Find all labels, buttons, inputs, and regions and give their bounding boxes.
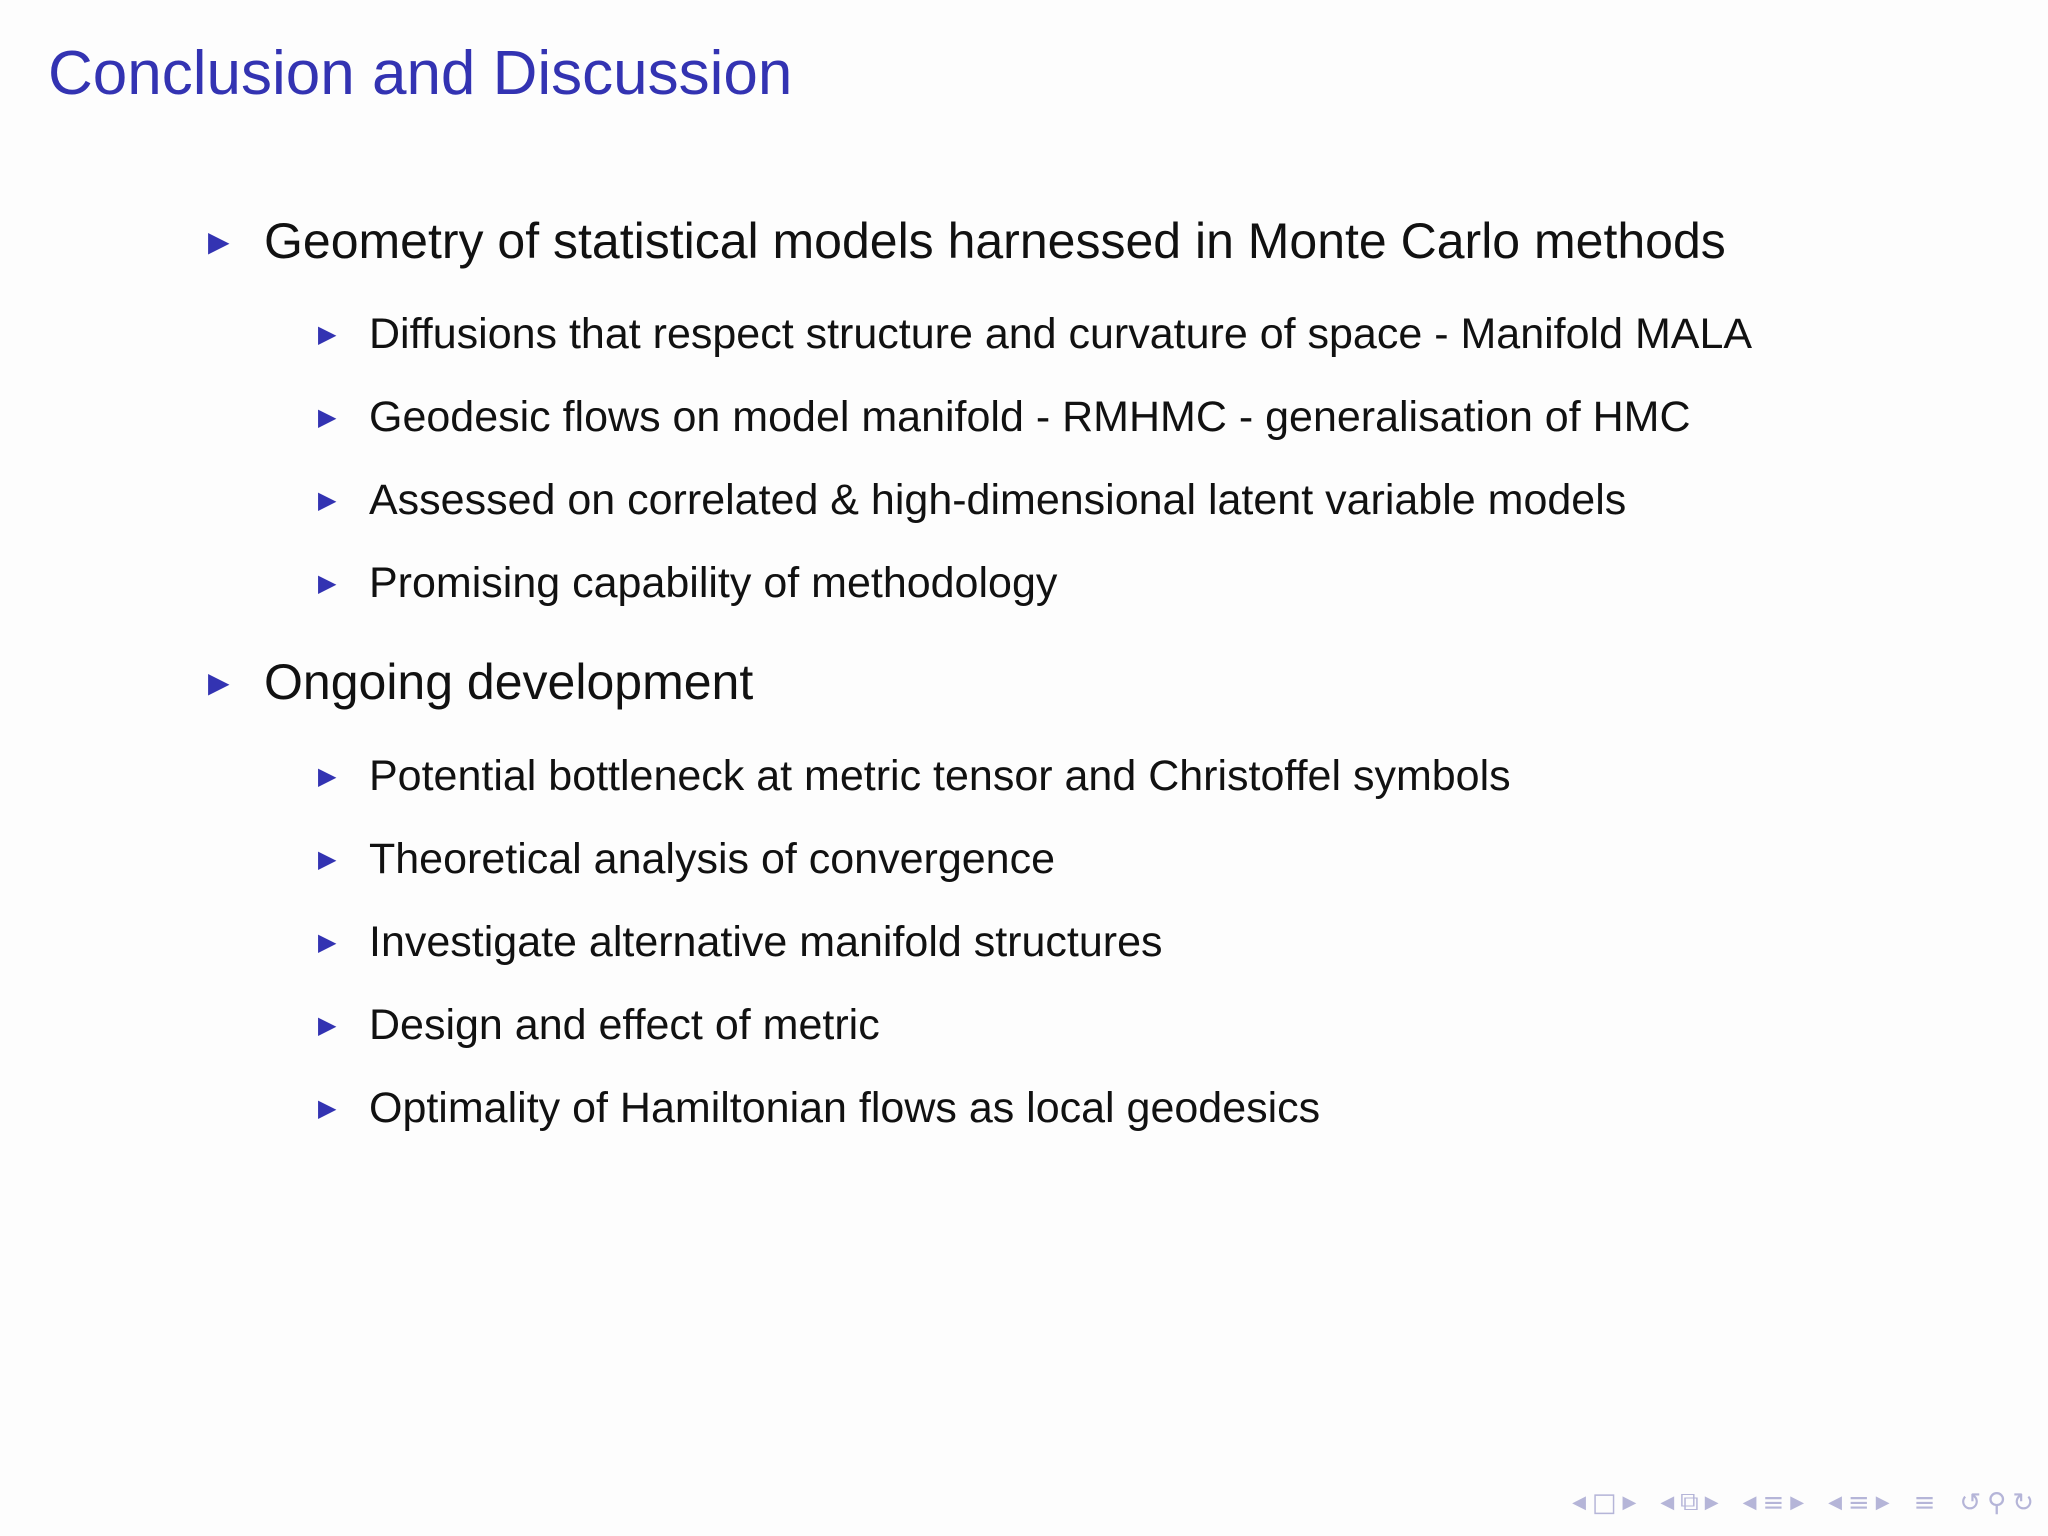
triangle-bullet-icon: ▶ (318, 1095, 337, 1122)
triangle-bullet-icon: ▶ (318, 1012, 337, 1039)
prev-section-icon[interactable]: ◀ (1742, 1492, 1757, 1513)
sub-bullet-text: Geodesic flows on model manifold - RMHMC - generalisation of HMC (369, 393, 1691, 441)
bullet-text: Ongoing development (264, 654, 754, 710)
triangle-bullet-icon: ▶ (318, 929, 337, 956)
sub-bullet-text: Design and effect of metric (369, 1001, 880, 1049)
bullet-item (208, 212, 1726, 270)
sub-bullet-text: Diffusions that respect structure and curvature of space - Manifold MALA (369, 310, 1753, 358)
next-section-icon[interactable]: ▶ (1875, 1492, 1890, 1513)
triangle-bullet-icon: ▶ (208, 225, 230, 257)
section-icon[interactable]: ≡ (1847, 1487, 1870, 1518)
sub-bullet-item (318, 310, 1752, 359)
back-icon[interactable]: ↺ (1959, 1487, 1982, 1518)
triangle-bullet-icon: ▶ (318, 570, 337, 597)
triangle-bullet-icon: ▶ (318, 404, 337, 431)
sub-bullet-item (318, 393, 1691, 442)
triangle-bullet-icon: ▶ (318, 487, 337, 514)
sub-bullet-item (318, 1084, 1320, 1133)
prev-section-icon[interactable]: ◀ (1828, 1492, 1842, 1513)
section-icon[interactable]: ≡ (1762, 1487, 1785, 1518)
triangle-bullet-icon: ▶ (318, 846, 337, 873)
sub-bullet-text: Theoretical analysis of convergence (369, 835, 1055, 883)
frame-icon[interactable]: □ (1591, 1487, 1617, 1518)
sub-bullet-item (318, 476, 1626, 525)
sub-bullet-text: Promising capability of methodology (369, 559, 1058, 607)
sub-bullet-text: Potential bottleneck at metric tensor and Christoffel symbols (369, 752, 1511, 800)
sub-bullet-text: Investigate alternative manifold structures (369, 918, 1163, 966)
sub-bullet-item (318, 918, 1163, 967)
slide-title: Conclusion and Discussion (48, 39, 793, 108)
next-slide-icon[interactable]: ▶ (1622, 1492, 1637, 1513)
appendix-icon[interactable]: ≡ (1913, 1487, 1936, 1518)
next-subsection-icon[interactable]: ▶ (1704, 1492, 1719, 1513)
triangle-bullet-icon: ▶ (318, 321, 337, 348)
bullet-item (208, 653, 753, 711)
prev-subsection-icon[interactable]: ◀ (1660, 1492, 1675, 1513)
forward-icon[interactable]: ↻ (2012, 1487, 2034, 1518)
subsection-icon[interactable]: ⧉ (1680, 1487, 1699, 1517)
sub-bullet-item (318, 1001, 880, 1050)
sub-bullet-text: Optimality of Hamiltonian flows as local geodesics (369, 1084, 1321, 1132)
sub-bullet-item (318, 752, 1511, 801)
next-section-icon[interactable]: ▶ (1790, 1492, 1805, 1513)
sub-bullet-text: Assessed on correlated & high-dimensional latent variable models (369, 476, 1627, 524)
bullet-text: Geometry of statistical models harnessed in Monte Carlo methods (264, 213, 1726, 269)
prev-slide-icon[interactable]: ◀ (1572, 1492, 1586, 1513)
beamer-navigation-bar (1554, 1487, 2034, 1518)
sub-bullet-item (318, 835, 1055, 884)
sub-bullet-item (318, 559, 1057, 608)
triangle-bullet-icon: ▶ (208, 666, 230, 698)
search-icon[interactable]: ⚲ (1987, 1487, 2007, 1518)
triangle-bullet-icon: ▶ (318, 763, 337, 790)
